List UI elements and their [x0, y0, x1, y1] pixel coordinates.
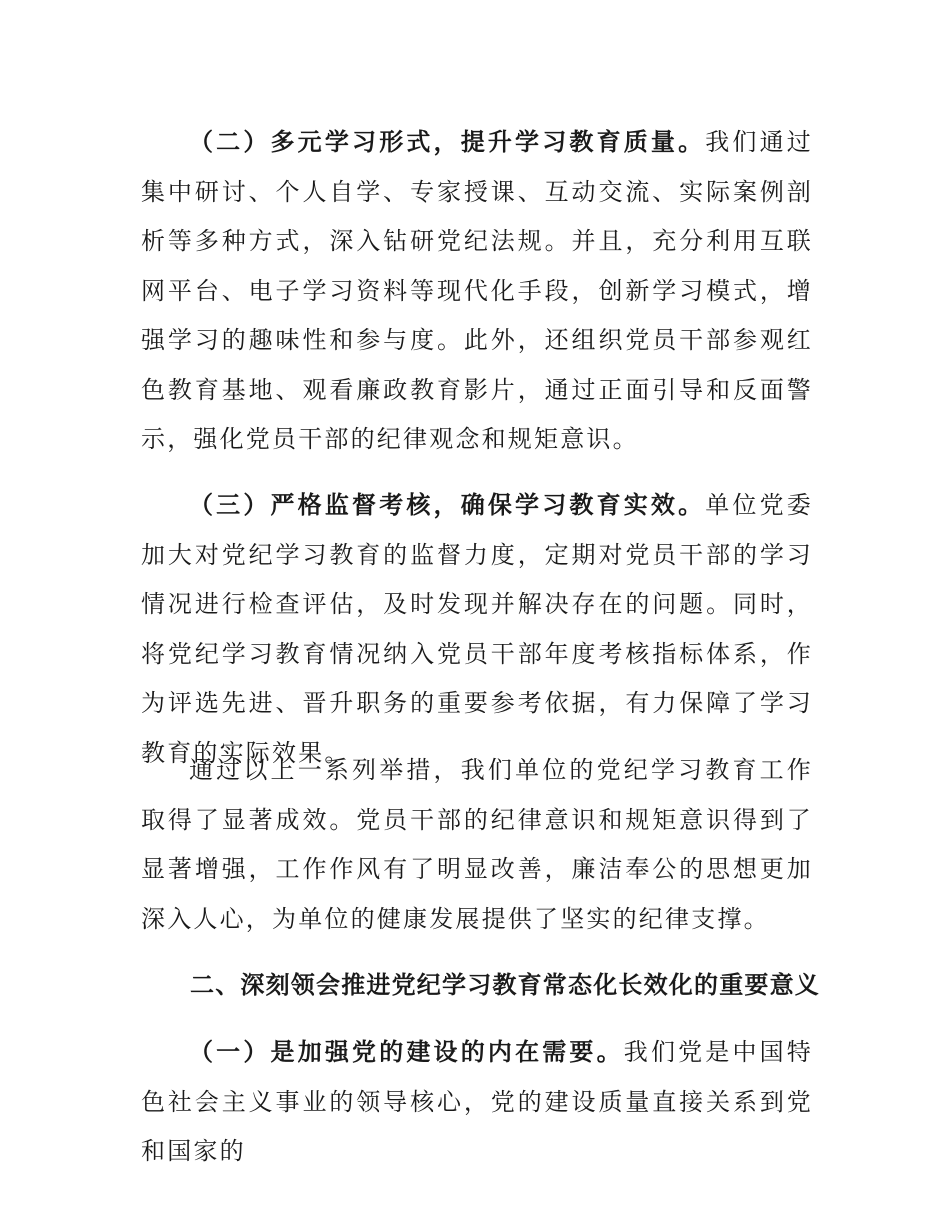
paragraph-body: 我们党是中国特色社会主义事业的领导核心，党的建设质量直接关系到党和国家的 [141, 1038, 813, 1165]
paragraph-lead: （二）多元学习形式，提升学习教育质量。 [189, 128, 706, 156]
paragraph-body: 我们通过集中研讨、个人自学、专家授课、互动交流、实际案例剖析等多种方式，深入钻研党纪法规。并且，充分利用互联网平台、电子学习资料等现代化手段，创新学习模式，增强学习的趣味性和参与度。此外，还组织党员干部参观红色教育基地、观看廉政教育影片，通过正面引导和反面警示，强化党员干部的纪律观念和规矩意识。 [141, 128, 813, 453]
paragraph-results-summary [141, 746, 813, 944]
paragraph-lead: （三）严格监督考核，确保学习教育实效。 [189, 491, 706, 519]
paragraph-body: 通过以上一系列举措，我们单位的党纪学习教育工作取得了显著成效。党员干部的纪律意识和规矩意识得到了显著增强，工作作风有了明显改善，廉洁奉公的思想更加深入人心，为单位的健康发展提供了坚实的纪律支撑。 [141, 756, 813, 933]
paragraph-lead: （一）是加强党的建设的内在需要。 [189, 1038, 624, 1066]
section-heading: 二、深刻领会推进党纪学习教育常态化长效化的重要意义 [190, 971, 820, 999]
paragraph-party-building-need [141, 1028, 813, 1177]
paragraph-body: 单位党委加大对党纪学习教育的监督力度，定期对党员干部的学习情况进行检查评估，及时发现并解决存在的问题。同时，将党纪学习教育情况纳入党员干部年度考核指标体系，作为评选先进、晋升职务的重要参考依据，有力保障了学习教育的实际效果。 [141, 491, 813, 767]
paragraph-strict-supervision [141, 481, 813, 778]
paragraph-multiple-learning-forms [141, 118, 813, 465]
